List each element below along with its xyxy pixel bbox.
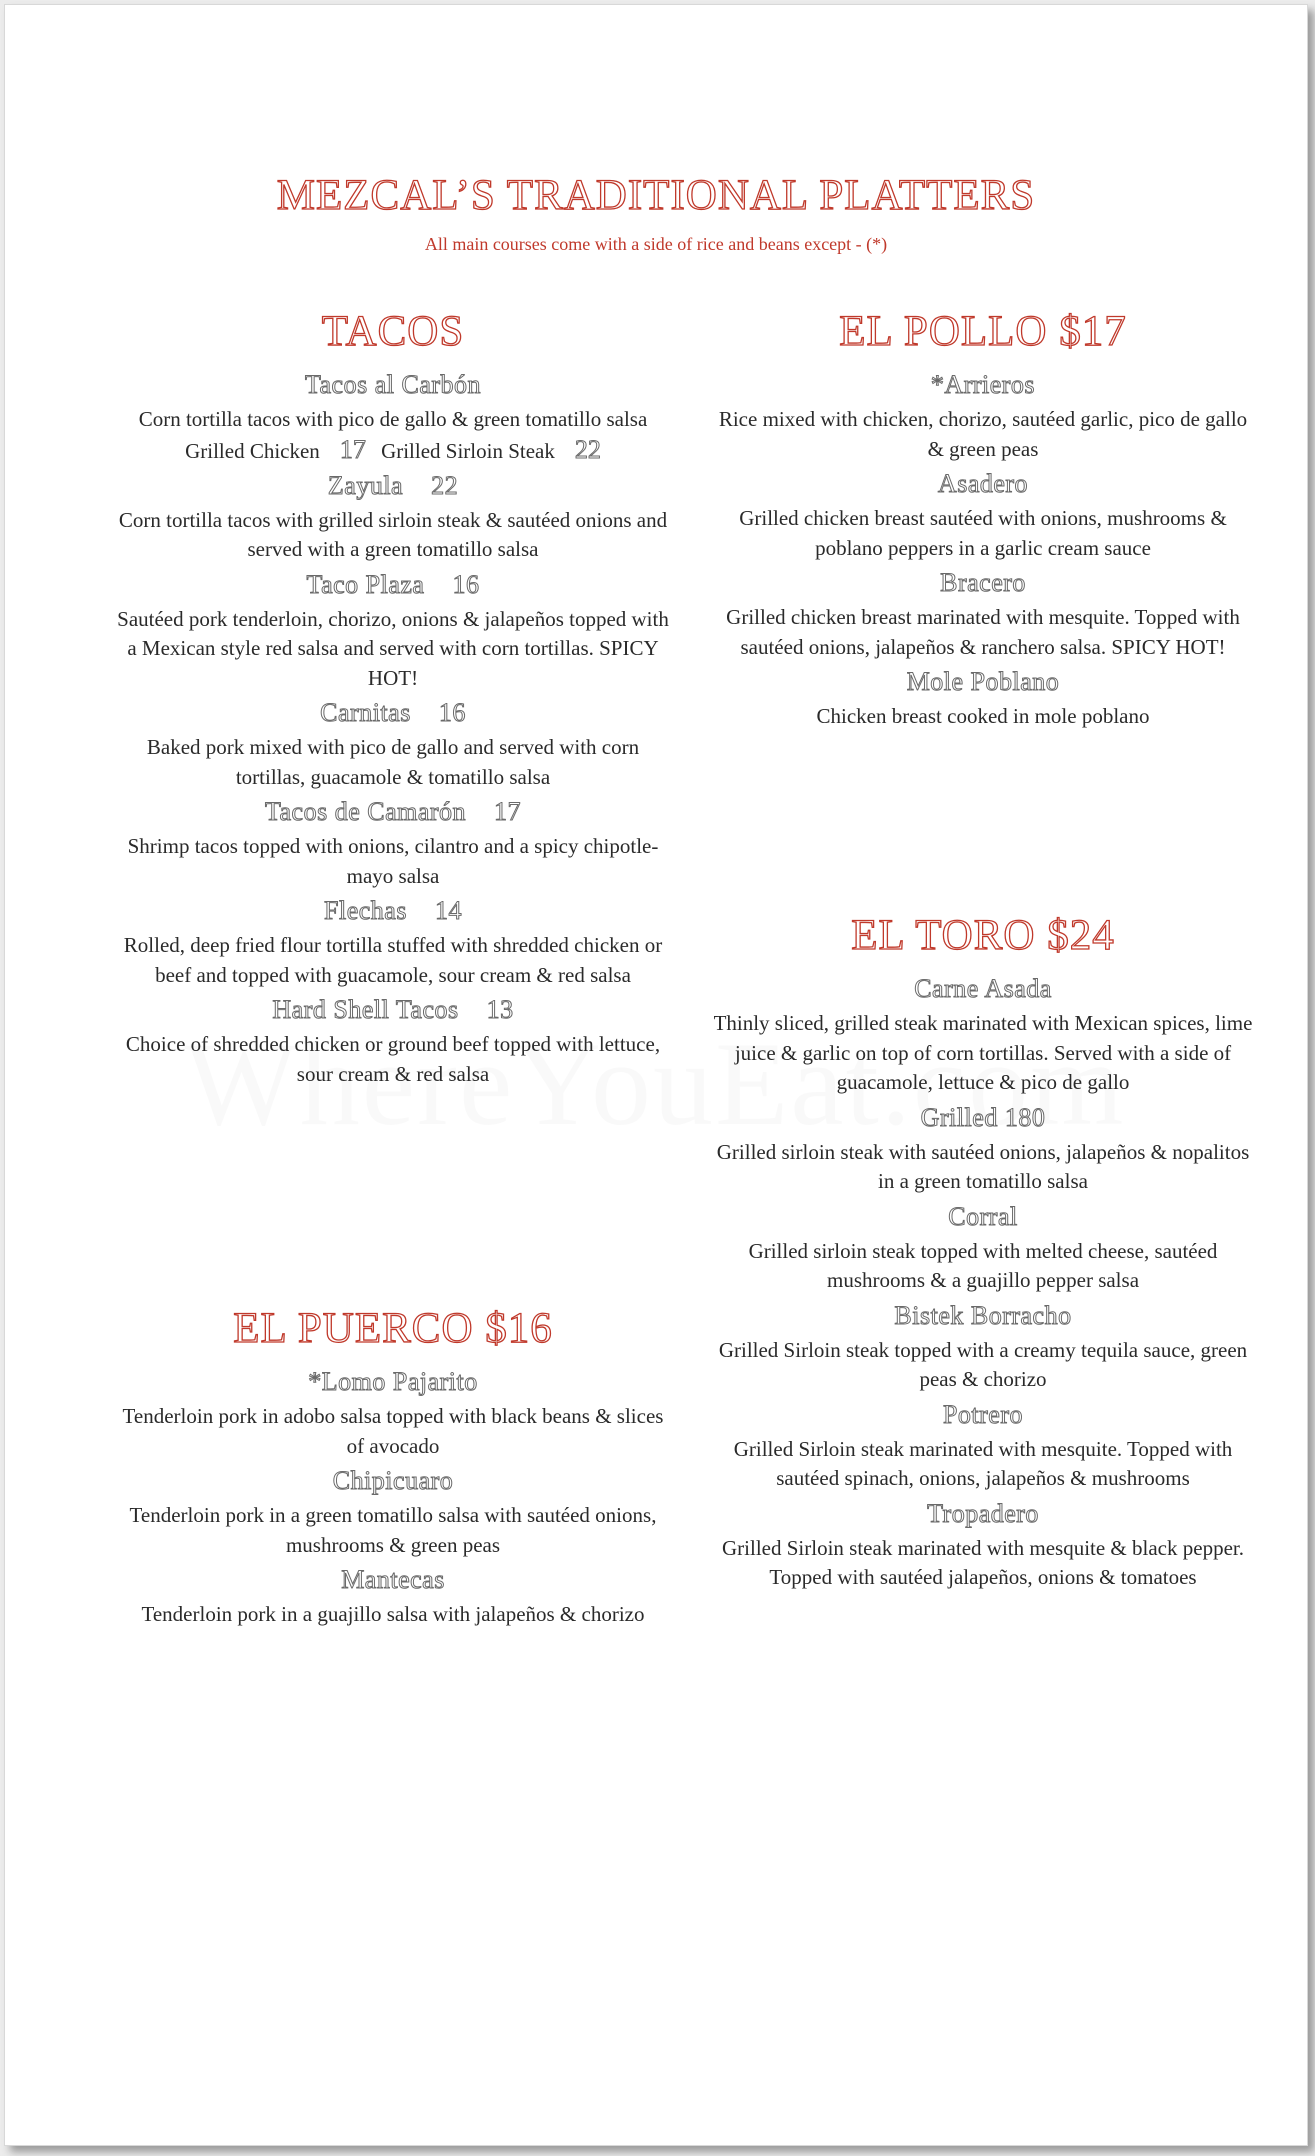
item-price-tacos-de-camaron: 17 [494, 797, 522, 826]
section-title-puerco: EL PUERCO $16 [233, 1305, 553, 1352]
item-desc-mole-poblano: Chicken breast cooked in mole poblano [816, 704, 1150, 728]
item-price-flechas: 14 [434, 896, 462, 925]
item-name-carne-asada: Carne Asada [914, 974, 1052, 1003]
item-name-lomo-pajarito: *Lomo Pajarito [308, 1367, 478, 1396]
item-desc-zayula: Corn tortilla tacos with grilled sirloin steak & sautéed onions and served with a green tomatillo salsa [118, 507, 668, 561]
item-desc-tacos-de-camaron: Shrimp tacos topped with onions, cilantro and a spicy chipotle-mayo salsa [127, 834, 659, 888]
item-desc-tropadero: Grilled Sirloin steak marinated with mesquite & black pepper. Topped with sautéed jalapeños, onions & tomatoes [722, 1535, 1244, 1589]
item-desc-mantecas: Tenderloin pork in a guajillo salsa with jalapeños & chorizo [141, 1602, 645, 1626]
section-title-tacos: TACOS [321, 308, 465, 355]
item-desc-carnitas: Baked pork mixed with pico de gallo and served with corn tortillas, guacamole & tomatillo salsa [146, 735, 640, 789]
item-name-arrieros: *Arrieros [930, 370, 1036, 399]
item-desc-hard-shell-tacos: Choice of shredded chicken or ground beef topped with lettuce, sour cream & red salsa [125, 1032, 661, 1086]
option-label-grilled-chicken: Grilled Chicken [185, 438, 320, 463]
item-name-tacos-de-camaron: Tacos de Camarón 17 [264, 797, 522, 826]
item-name-zayula: Zayula 22 [327, 470, 459, 500]
item-desc-taco-plaza: Sautéed pork tenderloin, chorizo, onions & jalapeños topped with a Mexican style red salsa and served with corn tortillas. SPICY HOT! [117, 606, 669, 690]
page-title: MEZCAL’S TRADITIONAL PLATTERS [276, 172, 1036, 219]
item-desc-bistek-borracho: Grilled Sirloin steak topped with a creamy tequila sauce, green peas & chorizo [718, 1337, 1248, 1391]
item-price-zayula: 22 [431, 470, 459, 500]
item-name-flechas: Flechas 14 [324, 896, 462, 925]
pollo-column [713, 299, 1253, 732]
item-price-hard-shell-tacos: 13 [486, 995, 514, 1024]
item-name-tropadero: Tropadero [927, 1498, 1039, 1528]
menu-page [4, 4, 1308, 2146]
item-desc-tacos-al-carbon: Corn tortilla tacos with pico de gallo & green tomatillo salsa [138, 407, 648, 431]
item-name-tacos-al-carbon: Tacos al Carbón [304, 370, 482, 399]
item-desc-potrero: Grilled Sirloin steak marinated with mesquite. Topped with sautéed spinach, onions, jalapeños & mushrooms [733, 1436, 1233, 1490]
item-name-bracero: Bracero [940, 568, 1026, 597]
toro-column [713, 903, 1253, 1593]
option-label-grilled-sirloin: Grilled Sirloin Steak [381, 438, 555, 463]
item-name-bistek-borracho: Bistek Borracho [894, 1300, 1072, 1330]
tacos-column [113, 299, 673, 1089]
item-name-potrero: Potrero [942, 1399, 1024, 1429]
page-subtitle: All main courses come with a side of rice and beans except - (*) [424, 234, 888, 254]
item-name-carnitas: Carnitas 16 [320, 698, 466, 727]
puerco-column [113, 1296, 673, 1630]
section-title-pollo: EL POLLO $17 [839, 308, 1127, 355]
item-desc-corral: Grilled sirloin steak topped with melted cheese, sautéed mushrooms & a guajillo pepper salsa [748, 1238, 1218, 1292]
item-name-grilled-180: Grilled 180 [920, 1102, 1046, 1132]
item-name-corral: Corral [948, 1201, 1018, 1231]
price-row-tacos-al-carbon [113, 435, 673, 466]
item-name-taco-plaza: Taco Plaza 16 [306, 569, 480, 599]
option-price-grilled-sirloin: 22 [574, 434, 601, 464]
item-desc-asadero: Grilled chicken breast sautéed with onions, mushrooms & poblano peppers in a garlic cream sauce [739, 506, 1227, 560]
item-desc-bracero: Grilled chicken breast marinated with mesquite. Topped with sautéed onions, jalapeños & ranchero salsa. SPICY HOT! [726, 605, 1240, 659]
item-name-asadero: Asadero [937, 469, 1029, 498]
item-price-taco-plaza: 16 [452, 569, 480, 599]
option-price-grilled-chicken: 17 [339, 434, 366, 464]
item-name-chipicuaro: Chipicuaro [332, 1466, 454, 1495]
item-name-hard-shell-tacos: Hard Shell Tacos 13 [272, 995, 514, 1024]
item-desc-carne-asada: Thinly sliced, grilled steak marinated with Mexican spices, lime juice & garlic on top of corn tortillas. Served with a side of guacamole, lettuce & pico de gallo [713, 1011, 1253, 1094]
section-title-toro: EL TORO $24 [851, 912, 1115, 959]
item-name-mantecas: Mantecas [341, 1565, 445, 1594]
item-desc-flechas: Rolled, deep fried flour tortilla stuffed with shredded chicken or beef and topped with guacamole, sour cream & red salsa [123, 933, 663, 987]
item-desc-arrieros: Rice mixed with chicken, chorizo, sautéed garlic, pico de gallo & green peas [718, 407, 1248, 461]
item-price-carnitas: 16 [438, 698, 466, 727]
item-desc-chipicuaro: Tenderloin pork in a green tomatillo salsa with sautéed onions, mushrooms & green peas [129, 1503, 657, 1557]
item-desc-lomo-pajarito: Tenderloin pork in adobo salsa topped with black beans & slices of avocado [122, 1404, 664, 1458]
item-desc-grilled-180: Grilled sirloin steak with sautéed onions, jalapeños & nopalitos in a green tomatillo salsa [716, 1139, 1250, 1193]
item-name-mole-poblano: Mole Poblano [906, 667, 1060, 696]
